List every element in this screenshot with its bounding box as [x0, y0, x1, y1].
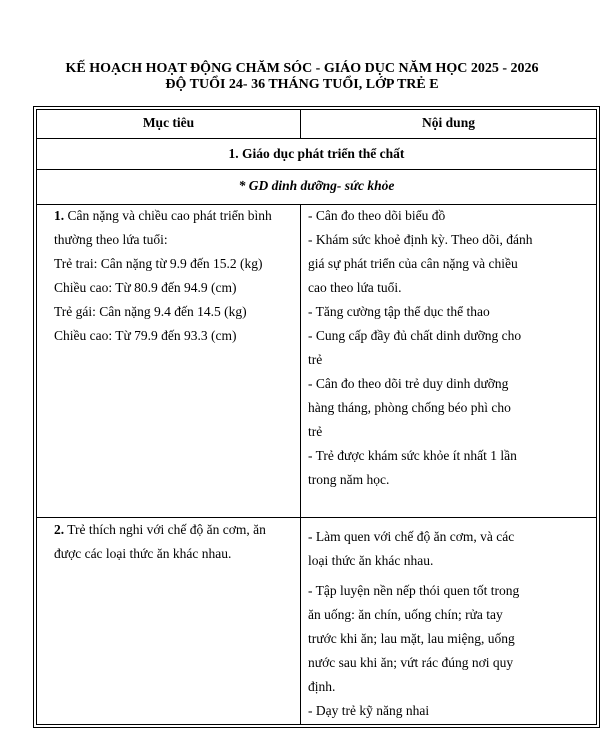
content-line: - Cân đo theo dõi trẻ duy dinh dưỡng [308, 376, 509, 391]
content-line: định. [308, 679, 336, 694]
goal-line: 2. Trẻ thích nghi với chế độ ăn cơm, ăn [54, 522, 266, 537]
row2-content [308, 525, 519, 723]
goal-line: Trẻ gái: Cân nặng 9.4 đến 14.5 (kg) [54, 304, 247, 319]
plan-table-inner [36, 109, 597, 725]
content-line: trước khi ăn; lau mặt, lau miệng, uống [308, 631, 515, 646]
content-line: loại thức ăn khác nhau. [308, 553, 434, 568]
content-line: ăn uống: ăn chín, uống chín; rửa tay [308, 607, 503, 622]
content-line: nước sau khi ăn; vứt rác đúng nơi quy [308, 655, 514, 670]
column-header-goal: Mục tiêu [142, 115, 195, 130]
row1-goal [54, 204, 272, 348]
goal-line: Trẻ trai: Cân nặng từ 9.9 đến 15.2 (kg) [54, 256, 263, 271]
content-line: - Làm quen với chế độ ăn cơm, và các [308, 529, 515, 544]
content-line: - Cung cấp đầy đủ chất dinh dưỡng cho [308, 328, 522, 343]
content-line: cao theo lứa tuổi. [308, 280, 402, 295]
goal-line: Chiều cao: Từ 79.9 đến 93.3 (cm) [54, 328, 237, 343]
column-header-content: Nội dung [422, 115, 475, 130]
subsection-title: * GD dinh dưỡng- sức khỏe [238, 178, 395, 193]
content-line: trong năm học. [308, 472, 390, 487]
row2-goal [54, 518, 266, 566]
content-line: trẻ [308, 424, 323, 439]
plan-table [33, 106, 600, 728]
header-divider [37, 138, 596, 139]
content-line: giá sự phát triển của cân nặng và chiều [308, 256, 518, 271]
content-line: - Khám sức khoẻ định kỳ. Theo dõi, đánh [308, 232, 533, 247]
document-title: KẾ HOẠCH HOẠT ĐỘNG CHĂM SÓC - GIÁO DỤC NĂM HỌC 2025 - 2026 [65, 61, 539, 76]
content-line: hàng tháng, phòng chống béo phì cho [308, 400, 511, 415]
content-line: - Dạy trẻ kỹ năng nhai [308, 703, 430, 718]
document-subtitle: ĐỘ TUỔI 24- 36 THÁNG TUỔI, LỚP TRẺ E [165, 77, 439, 92]
row1-content [308, 204, 533, 492]
content-line: trẻ [308, 352, 323, 367]
content-line: - Cân đo theo dõi biểu đồ [308, 208, 446, 223]
content-line: - Trẻ được khám sức khỏe ít nhất 1 lần [308, 448, 517, 463]
content-line: - Tập luyện nền nếp thói quen tốt trong [308, 583, 520, 598]
section-divider [37, 169, 596, 170]
column-divider-body [300, 204, 301, 724]
goal-line: thường theo lứa tuổi: [54, 232, 168, 247]
section-title: 1. Giáo dục phát triển thể chất [228, 146, 405, 161]
goal-line: Chiều cao: Từ 80.9 đến 94.9 (cm) [54, 280, 237, 295]
goal-line: 1. Cân nặng và chiều cao phát triển bình [54, 208, 272, 223]
goal-line: được các loại thức ăn khác nhau. [54, 546, 232, 561]
content-line: - Tăng cường tập thể dục thể thao [308, 304, 490, 319]
